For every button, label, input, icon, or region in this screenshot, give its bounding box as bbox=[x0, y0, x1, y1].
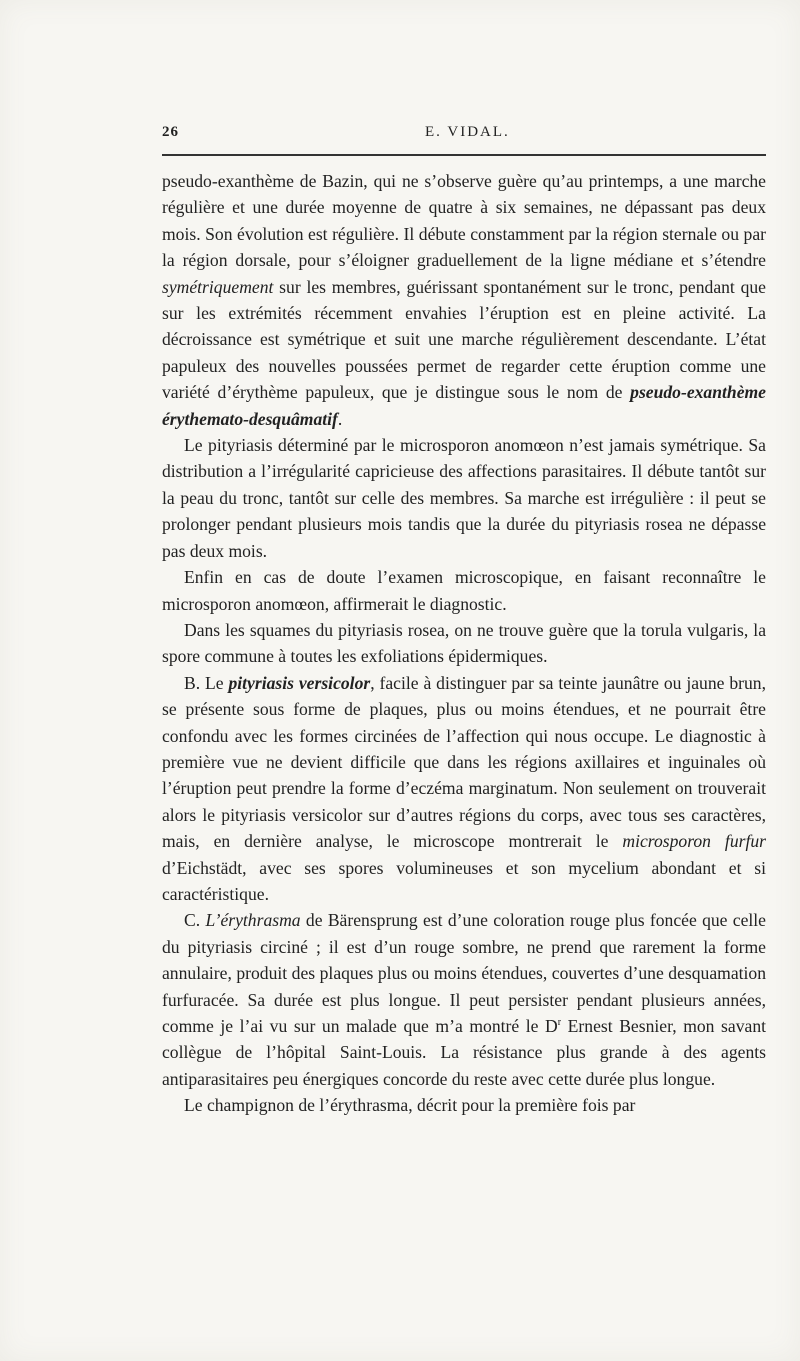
emphasis: pityriasis versicolor bbox=[228, 672, 371, 693]
text-run: Enfin en cas de doute l’examen microscopique, en faisant reconnaître le microsporon anomœon, affirmerait le diagnostic. bbox=[162, 567, 766, 614]
paragraph bbox=[162, 670, 766, 908]
text-run: d’Eichstädt, avec ses spores volumineuses et son mycelium abondant et si caractéristique. bbox=[162, 857, 766, 904]
body-text bbox=[162, 168, 766, 1119]
emphasis: L’érythrasma bbox=[205, 910, 301, 931]
emphasis: symétriquement bbox=[162, 276, 274, 297]
text-run: Le champignon de l’érythrasma, décrit pour la première fois par bbox=[184, 1095, 636, 1116]
text-run: C. bbox=[184, 910, 206, 931]
text-run: pseudo-exanthème de Bazin, qui ne s’observe guère qu’au printemps, a une marche régulière et une durée moyenne de quatre à six semaines, ne dépassant pas deux mois. Son évolution est régulière. Il débute constamment par la région sternale ou par la région dorsale, pour s’éloigner graduellement de la ligne médiane et s’étendre bbox=[162, 171, 766, 271]
paragraph bbox=[162, 907, 766, 1092]
running-title: E. VIDAL. bbox=[425, 124, 510, 140]
emphasis: pseudo-exanthème érythemato-desquâmatif bbox=[162, 382, 766, 429]
paragraph bbox=[162, 1092, 766, 1118]
text-run: Ernest Besnier, mon savant collègue de l’hôpital Saint-Louis. La résistance plus grande à des agents antiparasitaires peu énergiques concorde du reste avec cette durée plus longue. bbox=[162, 1016, 767, 1089]
page-number: 26 bbox=[162, 124, 179, 140]
text-run: Le pityriasis déterminé par le microsporon anomœon n’est jamais symétrique. Sa distribution a l’irrégularité capricieuse des affections parasitaires. Il débute tantôt sur la peau du tronc, tantôt sur celle des membres. Sa marche est irrégulière : il peut se prolonger pendant plusieurs mois tandis que la durée du pityriasis rosea ne dépasse pas deux mois. bbox=[162, 435, 766, 561]
text-run: , facile à distinguer par sa teinte jaunâtre ou jaune brun, se présente sous forme de plaques, plus ou moins étendues, et ne pourrait être confondu avec les formes circinées de l’affection qui nous occupe. Le diagnostic à première vue ne devient difficile que dans les régions axillaires et inguinales où l’éruption peut prendre la forme d’eczéma marginatum. Non seulement on trouverait alors le pityriasis versicolor sur d’autres régions du corps, avec tous ses caractères, mais, en dernière analyse, le microscope montrerait le bbox=[162, 672, 766, 852]
paragraph bbox=[162, 432, 766, 564]
paragraph bbox=[162, 617, 766, 670]
text-run: Dans les squames du pityriasis rosea, on ne trouve guère que la torula vulgaris, la spore commune à toutes les exfoliations épidermiques. bbox=[162, 619, 766, 667]
text-run: de Bärensprung est d’une coloration rouge plus foncée que celle du pityriasis circiné ; il est d’un rouge sombre, ne prend que rarement la forme annulaire, produit des plaques plus ou moins étendues, couvertes d’une desquamation furfuracée. Sa durée est plus longue. Il peut persister pendant plusieurs années, comme je l’ai vu sur un malade que m’a montré le D bbox=[162, 910, 766, 1036]
paragraph bbox=[162, 168, 766, 432]
header-rule bbox=[162, 154, 766, 156]
text-run: sur les membres, guérissant spontanément sur le tronc, pendant que sur les extrémités récemment envahies l’éruption est en pleine activité. La décroissance est symétrique et suit une marche régulièrement descendante. L’état papuleux des nouvelles poussées permet de regarder cette éruption comme une variété d’érythème papuleux, que je distingue sous le nom de bbox=[162, 276, 766, 403]
emphasis: microsporon furfur bbox=[622, 831, 766, 852]
superscript: r bbox=[557, 1017, 562, 1029]
text-run: B. Le bbox=[184, 672, 229, 693]
paragraph bbox=[162, 564, 766, 617]
page-header bbox=[162, 124, 766, 146]
text-run: . bbox=[337, 408, 343, 429]
